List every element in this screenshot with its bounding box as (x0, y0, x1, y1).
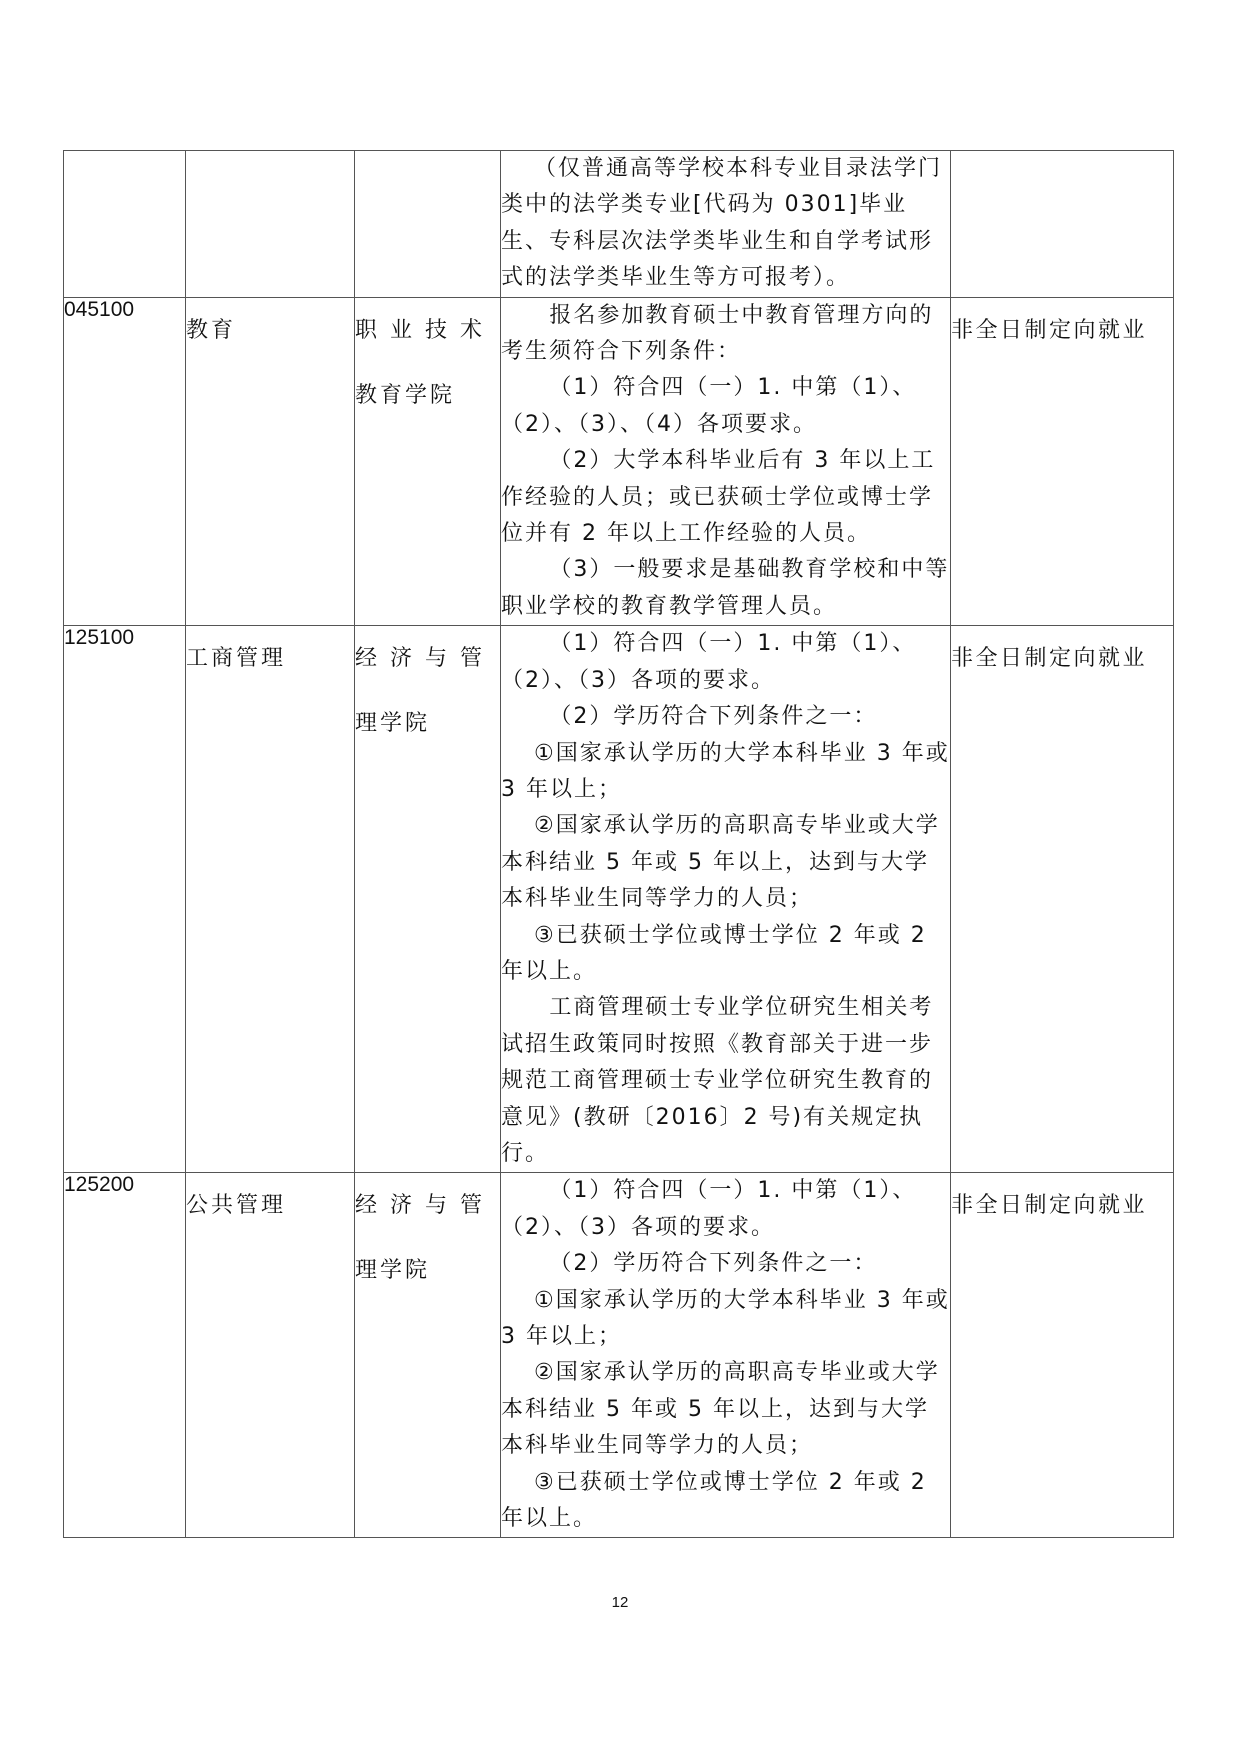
major-code-cell: 125200 (64, 1173, 186, 1538)
major-name-cell: 公共管理 (186, 1173, 355, 1538)
page-number: 12 (611, 1594, 629, 1611)
study-mode-cell: 非全日制定向就业 (951, 297, 1174, 626)
table-row (64, 297, 1174, 626)
table-row (64, 1173, 1174, 1538)
department-line: 职业技术 (355, 317, 496, 343)
requirements-cell (501, 297, 951, 626)
department-line: 经济与管 (355, 1193, 496, 1219)
table-body (64, 151, 1174, 1538)
department-line: 理学院 (355, 711, 431, 737)
department-line: 教育学院 (355, 382, 456, 408)
admission-requirements-table (63, 150, 1174, 1538)
requirement-line: （2）大学本科毕业后有 3 年以上工作经验的人员；或已获硕士学位或博士学位并有 2 年以上工作经验的人员。 (501, 448, 936, 547)
requirement-line: ①国家承认学历的大学本科毕业 3 年或 3 年以上； (501, 1287, 950, 1349)
requirement-line: ②国家承认学历的高职高专毕业或大学本科结业 5 年或 5 年以上，达到与大学本科毕业生同等学力的人员； (501, 1360, 940, 1459)
requirements-cell (501, 151, 951, 298)
major-name-cell: 教育 (186, 297, 355, 626)
requirement-line: （3）一般要求是基础教育学校和中等职业学校的教育教学管理人员。 (501, 557, 950, 619)
requirement-line: 报名参加教育硕士中教育管理方向的考生须符合下列条件： (501, 302, 934, 365)
requirement-line: ②国家承认学历的高职高专毕业或大学本科结业 5 年或 5 年以上，达到与大学本科毕业生同等学力的人员； (501, 813, 940, 912)
department-line: 经济与管 (355, 646, 496, 672)
requirements-cell (501, 1173, 951, 1538)
major-code-cell: 125100 (64, 626, 186, 1173)
major-name-cell: 工商管理 (186, 626, 355, 1173)
department-cell (355, 1173, 501, 1538)
requirement-line: 工商管理硕士专业学位研究生相关考试招生政策同时按照《教育部关于进一步规范工商管理硕士专业学位研究生教育的意见》(教研〔2016〕2 号)有关规定执行。 (501, 995, 934, 1166)
requirement-line: ③已获硕士学位或博士学位 2 年或 2 年以上。 (501, 1469, 927, 1532)
requirements-cell (501, 626, 951, 1173)
department-cell (355, 626, 501, 1173)
department-cell (355, 151, 501, 298)
department-line: 理学院 (355, 1258, 431, 1284)
study-mode-cell: 非全日制定向就业 (951, 626, 1174, 1173)
study-mode-cell (951, 151, 1174, 298)
requirement-line: ①国家承认学历的大学本科毕业 3 年或 3 年以上； (501, 740, 950, 802)
study-mode-cell: 非全日制定向就业 (951, 1173, 1174, 1538)
requirement-line: （1）符合四（一）1. 中第（1）、（2）、（3）各项的要求。 (501, 1178, 917, 1240)
major-name-cell (186, 151, 355, 298)
table-row (64, 151, 1174, 298)
requirement-line: ③已获硕士学位或博士学位 2 年或 2 年以上。 (501, 922, 927, 984)
requirement-line: （仅普通高等学校本科专业目录法学门类中的法学类专业[代码为 0301]毕业生、专科层次法学类毕业生和自学考试形式的法学类毕业生等方可报考）。 (501, 156, 943, 291)
department-cell (355, 297, 501, 626)
major-code-cell: 045100 (64, 297, 186, 626)
table-row (64, 626, 1174, 1173)
requirement-line: （2）学历符合下列条件之一： (549, 704, 878, 730)
major-code-cell (64, 151, 186, 298)
requirement-line: （2）学历符合下列条件之一： (549, 1251, 878, 1277)
requirement-line: （1）符合四（一）1. 中第（1）、（2）、（3）、（4）各项要求。 (501, 375, 917, 437)
requirement-line: （1）符合四（一）1. 中第（1）、（2）、（3）各项的要求。 (501, 631, 917, 693)
